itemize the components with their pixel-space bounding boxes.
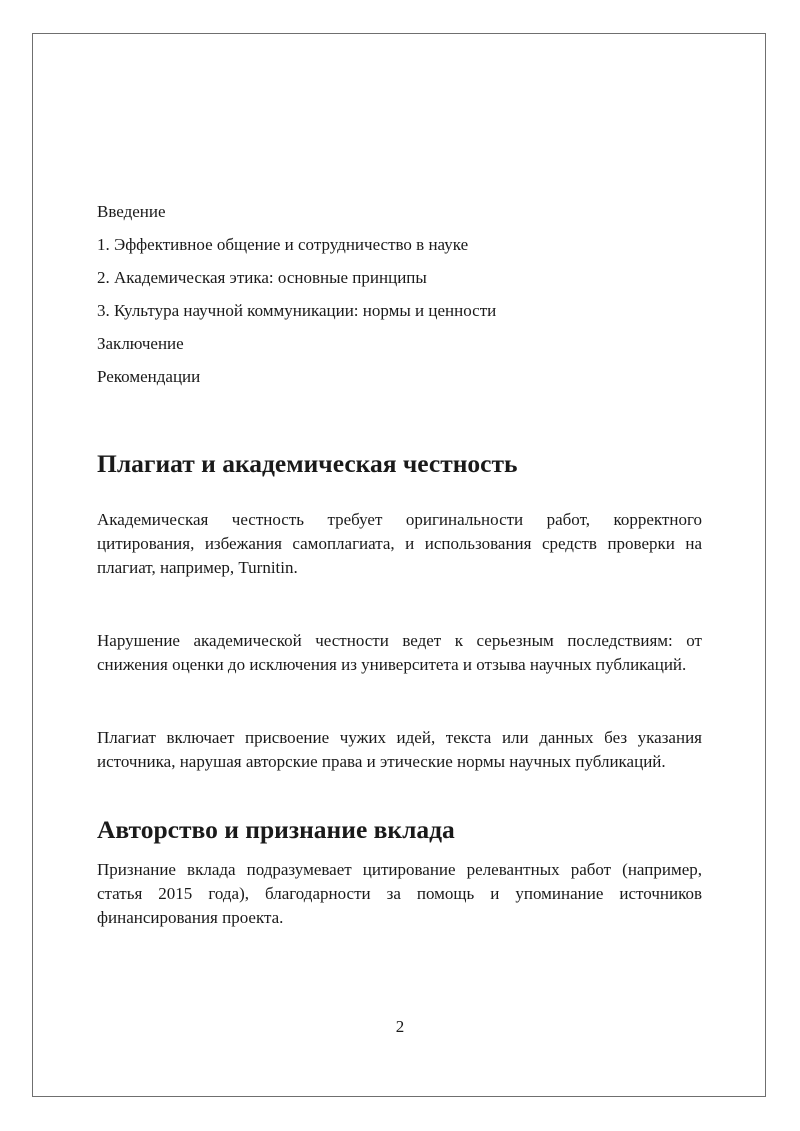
section-heading-authorship: Авторство и признание вклада	[97, 815, 455, 844]
page-number: 2	[395, 1017, 405, 1036]
toc-item-recommendations: Рекомендации	[97, 367, 201, 386]
toc-item-chapter-2: 2. Академическая этика: основные принципы	[97, 268, 427, 287]
toc-item-chapter-3: 3. Культура научной коммуникации: нормы и ценности	[97, 301, 497, 320]
paragraph-violation-consequences: Нарушение академической честности ведет к серьезным последствиям: от снижения оценки до исключения из университета и отзыва научных публикаций.	[97, 631, 702, 674]
paragraph-plagiarism-definition: Плагиат включает присвоение чужих идей, текста или данных без указания источника, нарушая авторские права и этические нормы научных публикаций.	[97, 728, 702, 771]
toc-item-conclusion: Заключение	[97, 334, 184, 353]
table-of-contents	[97, 200, 702, 389]
toc-item-introduction: Введение	[97, 202, 166, 221]
section-heading-plagiarism: Плагиат и академическая честность	[97, 449, 518, 478]
toc-item-chapter-1: 1. Эффективное общение и сотрудничество в науке	[97, 235, 469, 254]
paragraph-contribution-recognition: Признание вклада подразумевает цитирование релевантных работ (например, статья 2015 года), благодарности за помощь и упоминание источников финансирования проекта.	[97, 860, 702, 927]
document-body	[97, 200, 702, 930]
paragraph-academic-honesty: Академическая честность требует оригинальности работ, корректного цитирования, избежания самоплагиата, и использования средств проверки на плагиат, например, Turnitin.	[97, 510, 702, 577]
